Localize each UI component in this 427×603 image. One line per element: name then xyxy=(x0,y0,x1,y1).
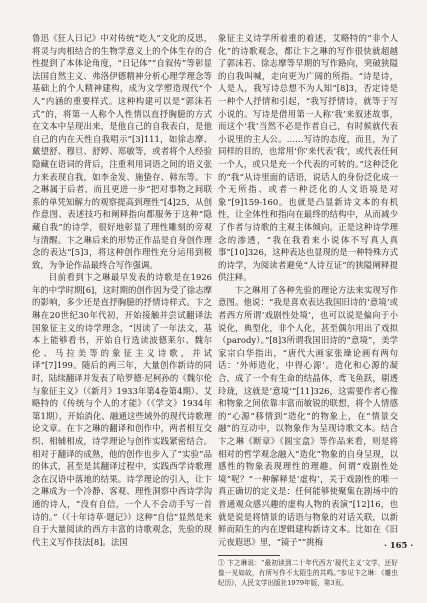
footnote: ① 卞之琳说：“最初读到二十年代西方‘现代主义’文学，还好像一见如故，有所写作不太陌生的共鸣。”参见卞之琳：《雕虫纪历》，人民文学出版社1979年版，第3页。 xyxy=(218,559,398,587)
footnote-divider xyxy=(218,555,280,556)
paragraph: 卞之琳用了各种先验的理论方法来实现写作意图。他说：“我是喜欢表达我国旧诗的‘意境’或者西方所谓‘戏剧性处境’，也可以说是偏向于小说化，典型化，非个人化，甚至偶尔用出了戏拟（parody）。”[8]3所谓我国旧诗的“意境”，美学家宗白华指出，“唐代大画家张璪论画有两句话：‘外师造化，中得心源’。造化和心源的凝合，成了一个有生命的结晶体，鸢飞鱼跃，剔透玲珑，这就是‘意境’”[11]326，这需要作者心像和物象之间依靠丰富而敏锐的联想，将个人情感的“心源”移情到“造化”的物象上，在“情景交融”的互动中，以物象作为呈现诗歌文本。结合卞之琳《断章》《圆宝盒》等作品来看，则是将相对的哲学观念融入“造化”物象的自身呈现，以感性的物象表现理性的理趣。何谓“戏剧性处境”呢？“一种解释是‘虚构’，关于戏剧性的唯一真正确切的定义是：任何能够使聚集在剧场中的普通观众感兴趣的虚构人物的表演”[12]16，也就是说是将情景的话语与物象的对话关联，以新鲜而陌生的内在逻辑建构新诗文本。比如在《旧元夜遐思》里，“镜子”“挑梅 xyxy=(218,284,398,547)
page-number: · 165 · xyxy=(384,540,414,550)
paragraph: 象征主义诗学所着重的着述，艾略特的“非个人化”的诗歌观念，都让卞之琳的写作很快就超越了郭沫若、徐志摩等早期的写作路向，突破狭隘的自我叫喊，走向更为广阔的所指。“诗是诗，人是人，我写诗总想不为人知”[8]3，否定诗是一种个人抒情和引起，“我写抒情诗，就等于写小说的。写诗是借用第一人称‘我’来叙述故事，而这个‘我’当然不必是作者自己，有时候就代表小说里的主人公。……写诗的态度，而且，为了同样的目的，也常用‘你’来代表‘我’，或代表任何一个人，或只是充一个代表的可转的。”这种泛化的“我”从诗里面的话语，说话人的身份泛化成一个无所指、或者一种泛化的人文语境是对象”[9]159-160。也就是凸显新诗文本的有机性，让全体性和指向在最终的结构中，从而减少了作者与诗歌的主观主体倾向。正是这种诗学理念的渗透，“我在我看来小说体不写真人真事”[10]326，这种表达也显现的是一种特殊方式的诗学，为阅读者避免“人诗互证”的狭隘阐释提供注释。 xyxy=(218,33,398,283)
left-text-column xyxy=(32,32,212,548)
right-text-column xyxy=(218,32,398,548)
paragraph: 鲁迅《狂人日记》中对传统“吃人”文化的反思，将灵与肉相结合的生物学意义上的个体生存的合性提到了本体论角度，“日记体”“自叙传”等彰显法国自然主义、弗洛伊德精神分析心理学理念等基础上的个人精神建构，成为文学塑造现代“个人”内涵的重要样式。这种构建可以是“郭沫若式”的，将第一人称个人性情以直抒胸臆的方式在文本中呈现出来，是他自己的自我表白，是他自己的内在天性自我唱示”[3]111，如徐志摩、戴望舒、穆旦、舒婷、郑敏等，或者将个人经验隐藏在语词的背后，注重利用词语之间的语义张力来表现自我，如李金发、施蛰存、韩东等。卞之琳属于后者，而且更进一步“把对事物之间联系的单凭知解力的观察提高到理性”[4]25，从创作意图、表述技巧和阐释指向都服务于这种“隐藏自我”的诗学，很好地彰显了理性雕刻的旁观与清醒。卞之琳后来的形势正作品是自身创作理念的表达”[5]3，将这种创作理性充分运用到极致，为争论作品最终合写作强调。 xyxy=(32,33,212,270)
paragraph: 目前看到卞之琳最早发表的诗歌是在1926年的中学时期[6]，这时期的创作因为受了徐志摩的影响，多少还是直抒胸臆的抒情诗样式。卞之琳在20世纪30年代初，开始接触并尝试翻译法国象征主义的诗学理念，“因读了一年法文，基本上能够看书，开始自行选读波德莱尔、魏尔伦、马拉美等的象征主义诗歌，并试译”[7]199。随后的两三年，大量创作新诗的同时，陆续翻译并发表了哈罗德·尼柯孙的《魏尔伦与象征主义》（《新月》1933年第4卷第4期）、艾略特的《传统与个人的才能》（《学文》1934年第1期），开始消化、融通这些域外的现代诗歌理论文章。在卞之琳的翻译和创作中，两者相互交织、相辅相成，诗学理论与创作实践紧密结合。相对于翻译的成熟，他的创作也步入了“实验”品的体式，甚至是其翻译过程中，实践西学诗歌理念在汉语中落地的结果。诗学理论的引入，让卞之琳成为一个冷静、客观、理性洞察中西诗学沟通的诗人，“没有自信，一个人不会动手写一首诗的。”（《十年诗草·题记》）这种“自信”显然是来自于大量阅读的西方丰富的诗歌观念，先验的现代主义写作技法[8]。法国 xyxy=(32,272,212,547)
